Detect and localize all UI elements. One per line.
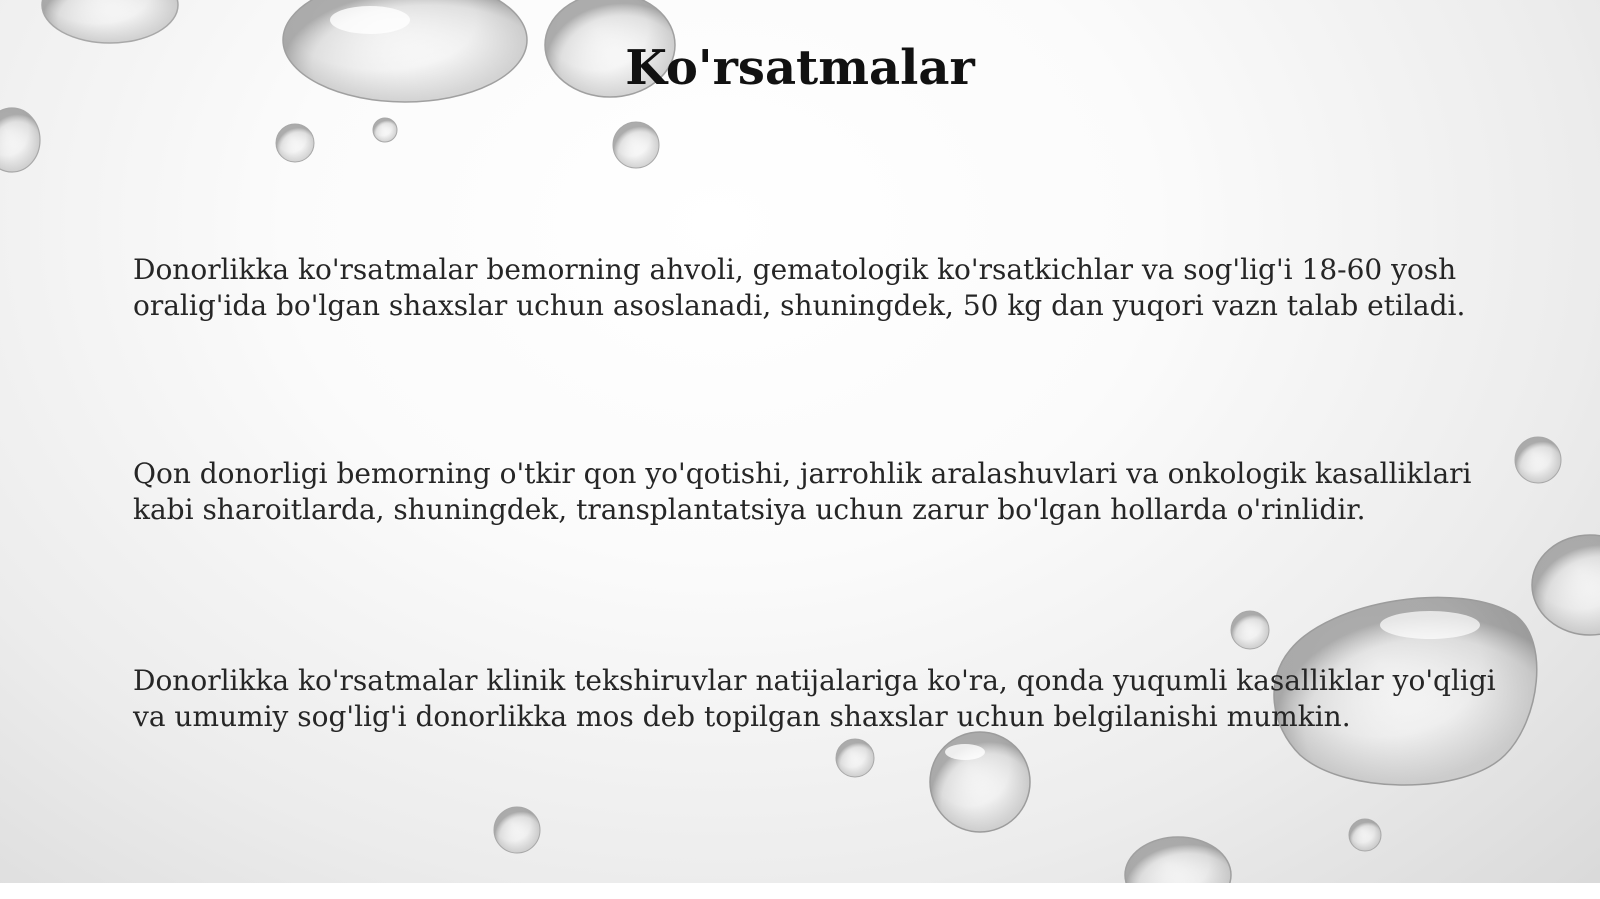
drop-bottom-small-1: [836, 739, 874, 777]
drop-small-2: [373, 118, 397, 142]
drop-bottom-small-2: [494, 807, 540, 853]
paragraph-2: Qon donorligi bemorning o'tkir qon yo'qotishi, jarrohlik aralashuvlari va onkologik kasalliklari kabi sharoitlarda, shuningdek, transplantatsiya uchun zarur bo'lgan hollarda o'rinlidir.: [133, 457, 1472, 526]
drop-right-small-2: [1349, 819, 1381, 851]
paragraph-1: Donorlikka ko'rsatmalar bemorning ahvoli, gematologik ko'rsatkichlar va sog'lig'i 18-60 yosh oralig'ida bo'lgan shaxslar uchun asoslanadi, shuningdek, 50 kg dan yuqori vazn talab etiladi.: [133, 253, 1466, 322]
bottom-band: [0, 883, 1600, 899]
drop-top-left-1: [42, 0, 178, 43]
paragraph-3: Donorlikka ko'rsatmalar klinik tekshiruvlar natijalariga ko'ra, qonda yuqumli kasalliklar yo'qligi va umumiy sog'lig'i donorlikka mos deb topilgan shaxslar uchun belgilanishi mumkin.: [133, 664, 1496, 733]
drop-right-edge: [1532, 535, 1600, 635]
drop-small-1: [276, 124, 314, 162]
slide-title: Ko'rsatmalar: [625, 40, 975, 96]
drop-right-small-1: [1231, 611, 1269, 649]
drop-small-3: [613, 122, 659, 168]
drop-bottom-center-large: [930, 732, 1030, 832]
drop-left-edge: [0, 108, 40, 172]
